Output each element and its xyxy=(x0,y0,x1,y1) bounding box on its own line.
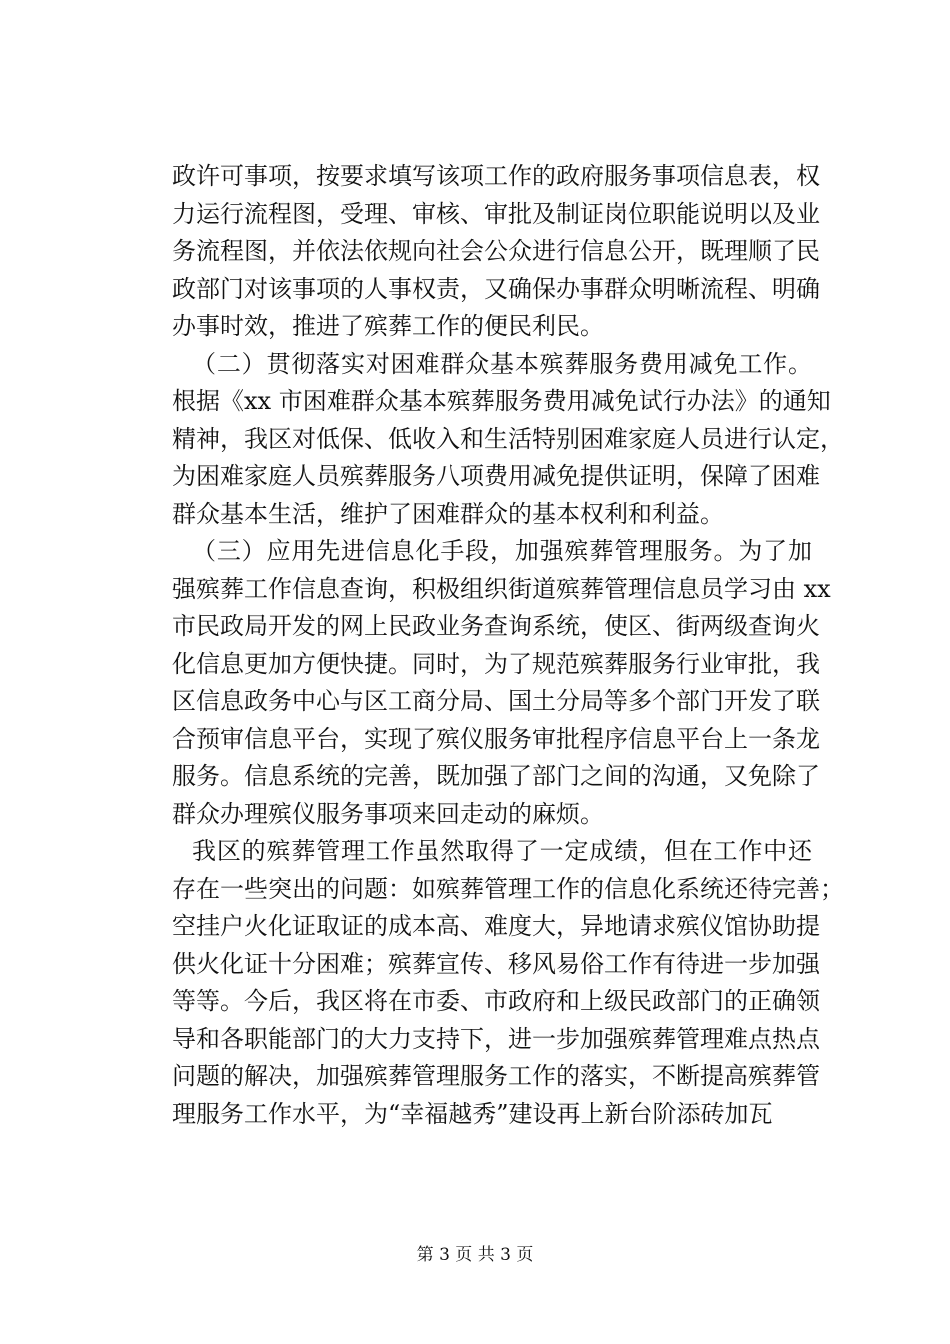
body-line: 空挂户火化证取证的成本高、难度大，异地请求殡仪馆协助提 xyxy=(172,912,820,940)
body-line: 强殡葬工作信息查询，积极组织街道殡葬管理信息员学习由 xx xyxy=(172,574,831,603)
body-line: 政部门对该事项的人事权责，又确保办事群众明晰流程、明确 xyxy=(172,274,820,303)
body-line: 市民政局开发的网上民政业务查询系统，使区、街两级查询火 xyxy=(172,612,820,640)
body-line: 根据《xx 市困难群众基本殡葬服务费用减免试行办法》的通知 xyxy=(172,387,831,415)
body-line: 力运行流程图，受理、审核、审批及制证岗位职能说明以及业 xyxy=(172,199,820,228)
body-line: 区信息政务中心与区工商分局、国土分局等多个部门开发了联 xyxy=(172,687,820,715)
body-line: 群众基本生活，维护了困难群众的基本权利和利益。 xyxy=(172,499,724,528)
body-line: 政许可事项，按要求填写该项工作的政府服务事项信息表，权 xyxy=(172,162,820,190)
body-line: 为困难家庭人员殡葬服务八项费用减免提供证明，保障了困难 xyxy=(172,462,820,490)
document-body xyxy=(172,158,844,1133)
body-line: 导和各职能部门的大力支持下，进一步加强殡葬管理难点热点 xyxy=(172,1024,820,1053)
paragraph-start: 我区的殡葬管理工作虽然取得了一定成绩，但在工作中还 xyxy=(192,837,812,865)
body-line: 办事时效，推进了殡葬工作的便民利民。 xyxy=(172,312,604,340)
section-heading-3: （三）应用先进信息化手段，加强殡葬管理服务。为了加 xyxy=(192,537,812,565)
body-line: 问题的解决，加强殡葬管理服务工作的落实，不断提高殡葬管 xyxy=(172,1062,820,1090)
body-line: 等等。今后，我区将在市委、市政府和上级民政部门的正确领 xyxy=(172,987,820,1015)
page-footer xyxy=(0,1243,950,1267)
body-line: 务流程图，并依法依规向社会公众进行信息公开，既理顺了民 xyxy=(172,237,820,265)
body-line: 服务。信息系统的完善，既加强了部门之间的沟通，又免除了 xyxy=(172,762,820,790)
body-line: 存在一些突出的问题：如殡葬管理工作的信息化系统还待完善； xyxy=(172,874,844,903)
body-line: 供火化证十分困难；殡葬宣传、移风易俗工作有待进一步加强 xyxy=(172,949,820,978)
body-line: 理服务工作水平，为“幸福越秀”建设再上新台阶添砖加瓦 xyxy=(172,1099,773,1128)
body-line: 精神，我区对低保、低收入和生活特别困难家庭人员进行认定， xyxy=(172,424,844,453)
body-line: 合预审信息平台，实现了殡仪服务审批程序信息平台上一条龙 xyxy=(172,724,820,753)
body-line: 化信息更加方便快捷。同时，为了规范殡葬服务行业审批，我 xyxy=(172,649,820,678)
page-number: 第 3 页 共 3 页 xyxy=(416,1245,534,1265)
section-heading-2: （二）贯彻落实对困难群众基本殡葬服务费用减免工作。 xyxy=(192,349,812,378)
body-line: 群众办理殡仪服务事项来回走动的麻烦。 xyxy=(172,799,604,828)
